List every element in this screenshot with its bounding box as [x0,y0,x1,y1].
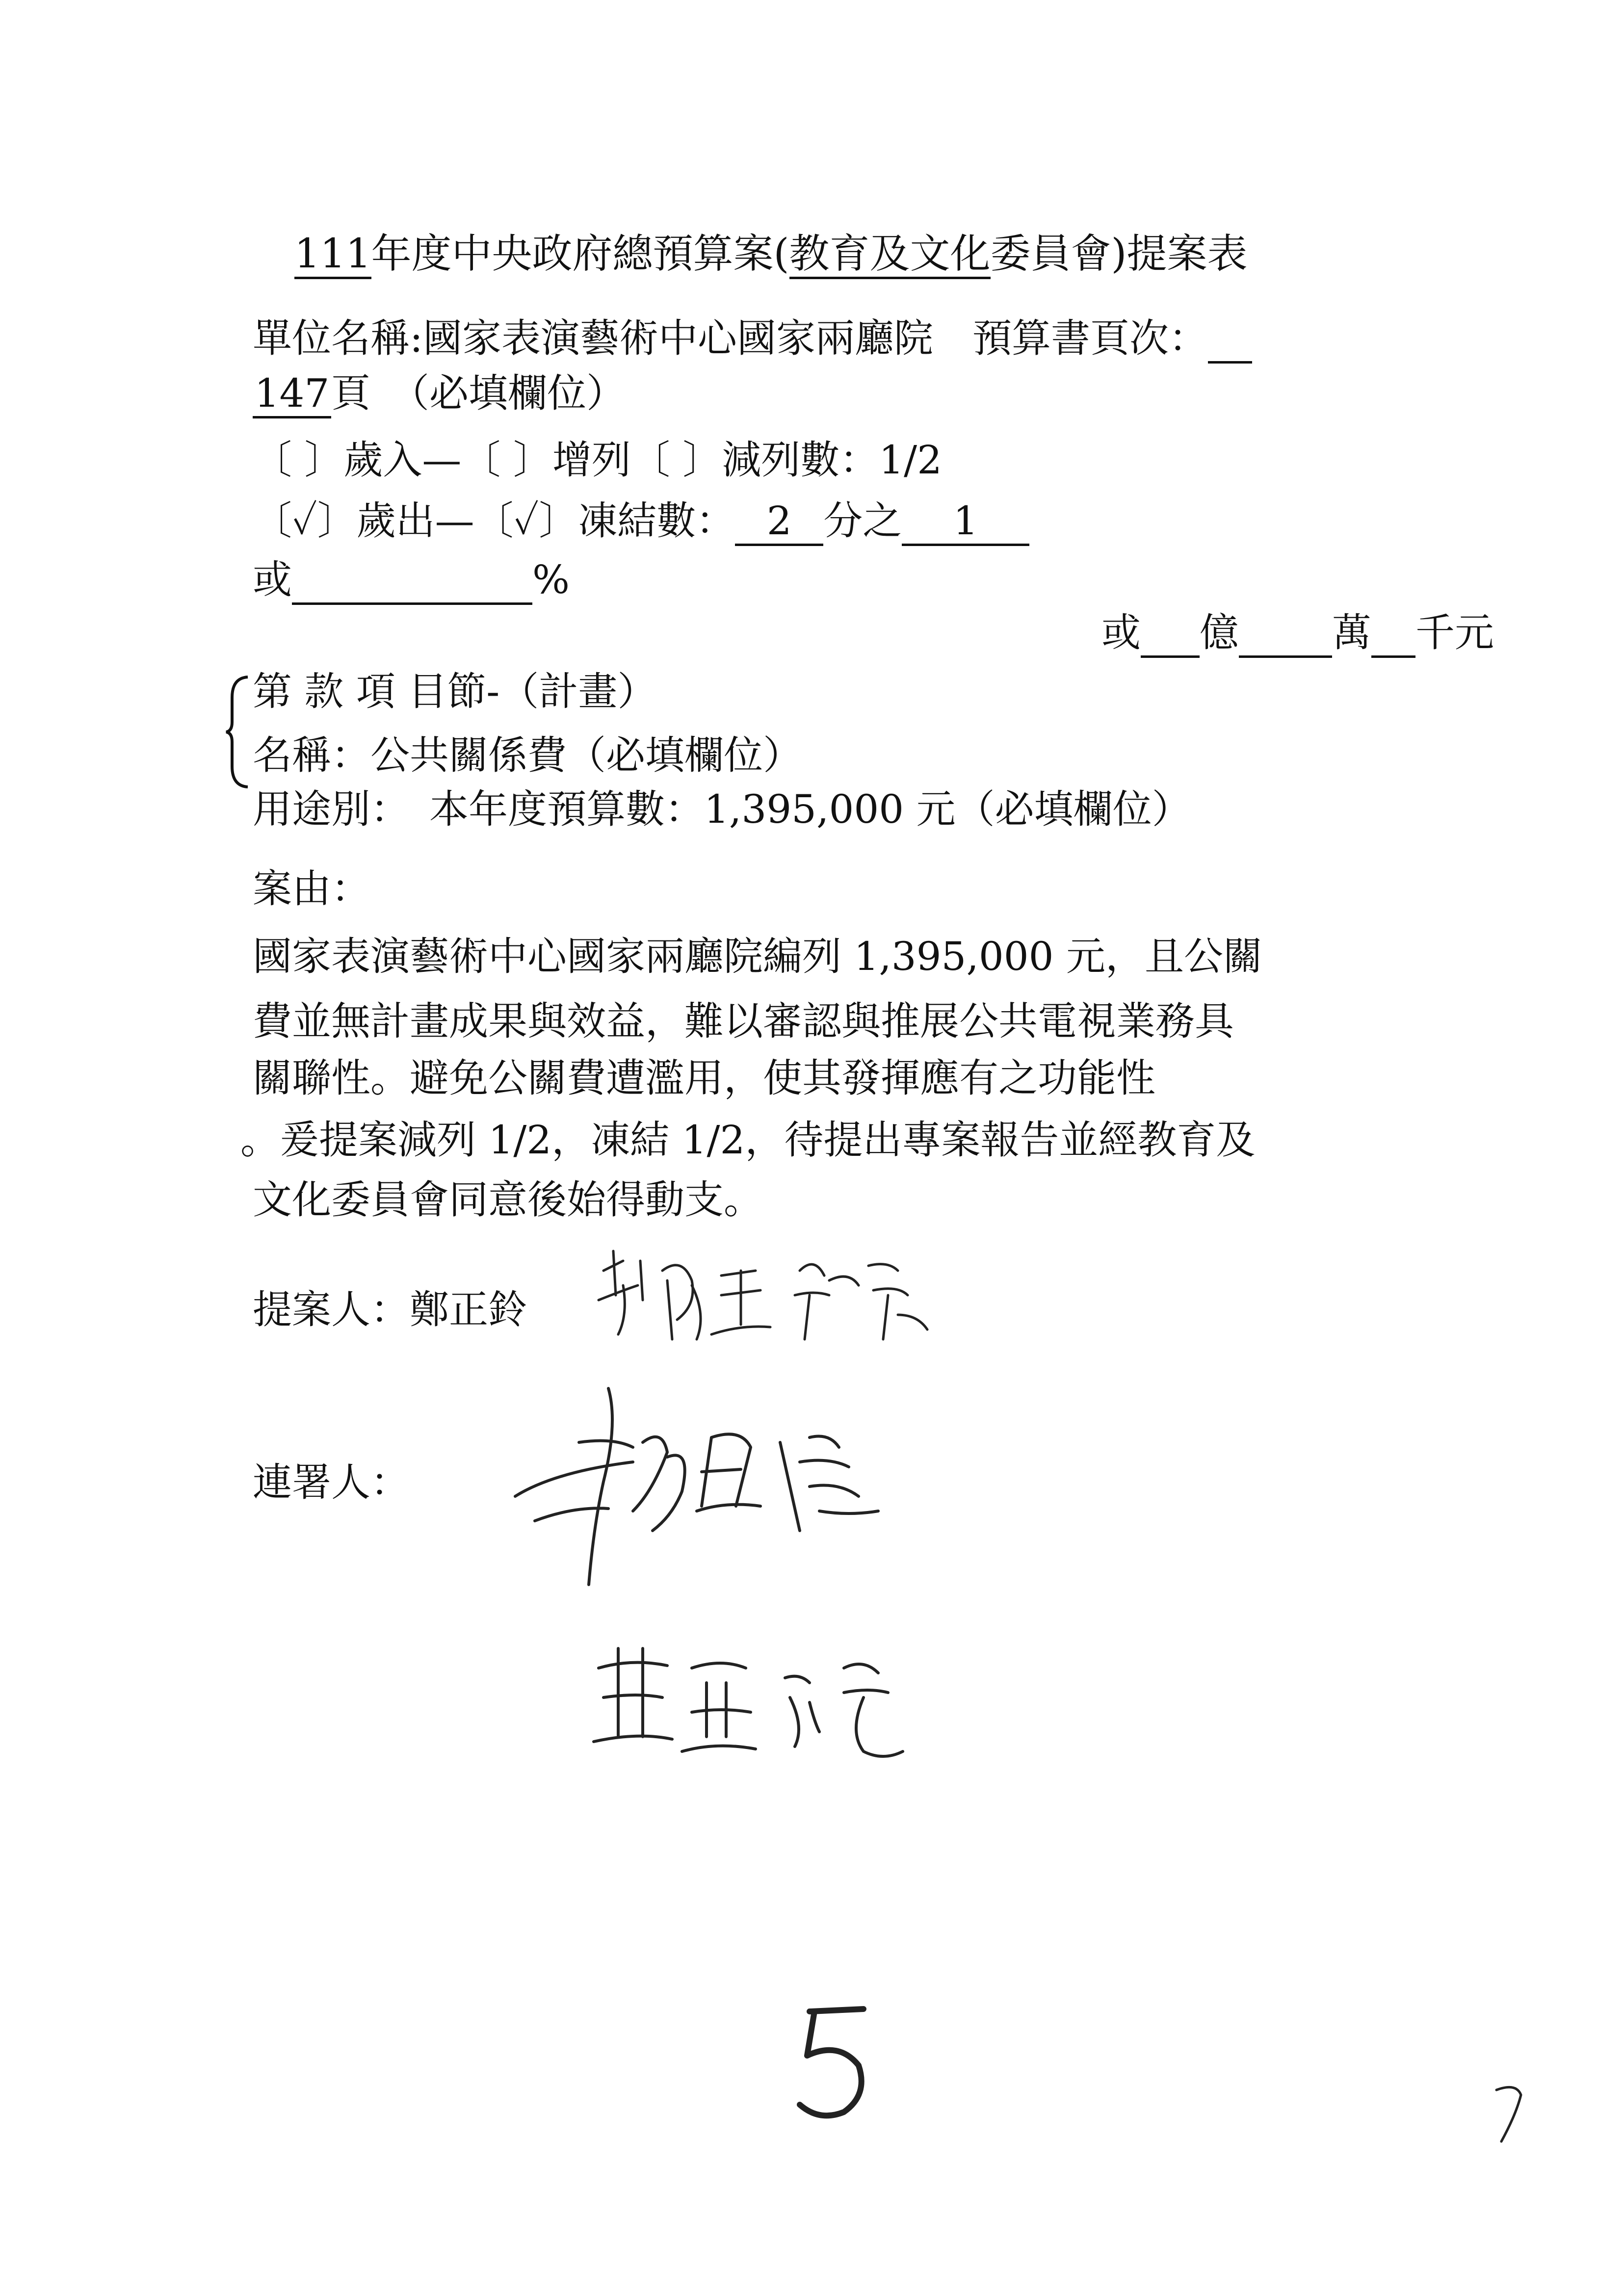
revenue-option-line: 〔 〕歲入—〔 〕增列〔 〕減列數：1/2 [253,437,943,483]
reason-line: 國家表演藝術中心國家兩廳院編列 1,395,000 元，且公關 [253,934,1263,979]
unit-name-text: 單位名稱:國家表演藝術中心國家兩廳院 預算書頁次： [253,315,1208,361]
amount-yi-unit: 億 [1200,610,1239,655]
proposer-label: 提案人：鄭正鈴 [253,1287,527,1332]
freeze-denominator: 2 [735,498,823,546]
reason-line: 關聯性。避免公關費遭濫用，使其發揮應有之功能性 [253,1055,1155,1101]
title-committee: 教育及文化 [789,232,991,279]
corner-mark [1492,2080,1531,2149]
budget-page-number: 147 [253,371,331,418]
amount-line [1101,608,1494,658]
cosigner-signature-2 [589,1639,932,1766]
proposer-signature [594,1241,937,1349]
expenditure-option-line [253,496,1029,546]
freeze-numerator: 1 [902,498,1029,546]
freeze-fraction-word: 分之 [823,498,902,544]
reason-line: 費並無計畫成果與效益，難以審認與推展公共電視業務具 [253,998,1234,1044]
amount-wan-unit: 萬 [1332,610,1371,655]
amount-or-label: 或 [1101,610,1141,655]
amount-yi-blank [1141,610,1200,658]
percent-line [253,555,570,605]
title-part2: 委員會)提案表 [990,231,1248,277]
title-year: 111 [294,232,371,279]
expenditure-option-text: 〔✓〕歲出—〔✓〕凍結數： [253,498,735,544]
budget-page-line [253,369,626,418]
unit-name-line [253,314,1252,364]
percent-or-label: 或 [253,557,292,602]
amount-wan-blank [1239,610,1332,658]
amount-qian-unit: 千元 [1415,610,1494,655]
item-name-line: 名稱：公共關係費（必填欄位） [253,732,802,778]
cosigner-signature-1 [505,1383,908,1590]
percent-blank [292,557,532,605]
budget-page-blank [1208,316,1252,364]
reason-line: 。爰提案減列 1/2，凍結 1/2，待提出專案報告並經教育及 [240,1117,1256,1163]
title-part1: 年度中央政府總預算案( [371,231,789,277]
reason-label: 案由： [253,866,370,912]
form-title [294,230,1248,279]
percent-sign: % [532,557,570,602]
usage-line: 用途別： 本年度預算數：1,395,000 元（必填欄位） [253,786,1191,832]
cosigner-label: 連署人： [253,1460,410,1505]
budget-page-suffix: 頁 （必填欄位） [331,370,626,416]
amount-qian-blank [1371,610,1415,658]
item-bracket [223,673,253,791]
section-line: 第 款 項 目節-（計畫） [253,669,657,714]
page-mark [780,1997,878,2124]
reason-line: 文化委員會同意後始得動支。 [253,1177,763,1223]
